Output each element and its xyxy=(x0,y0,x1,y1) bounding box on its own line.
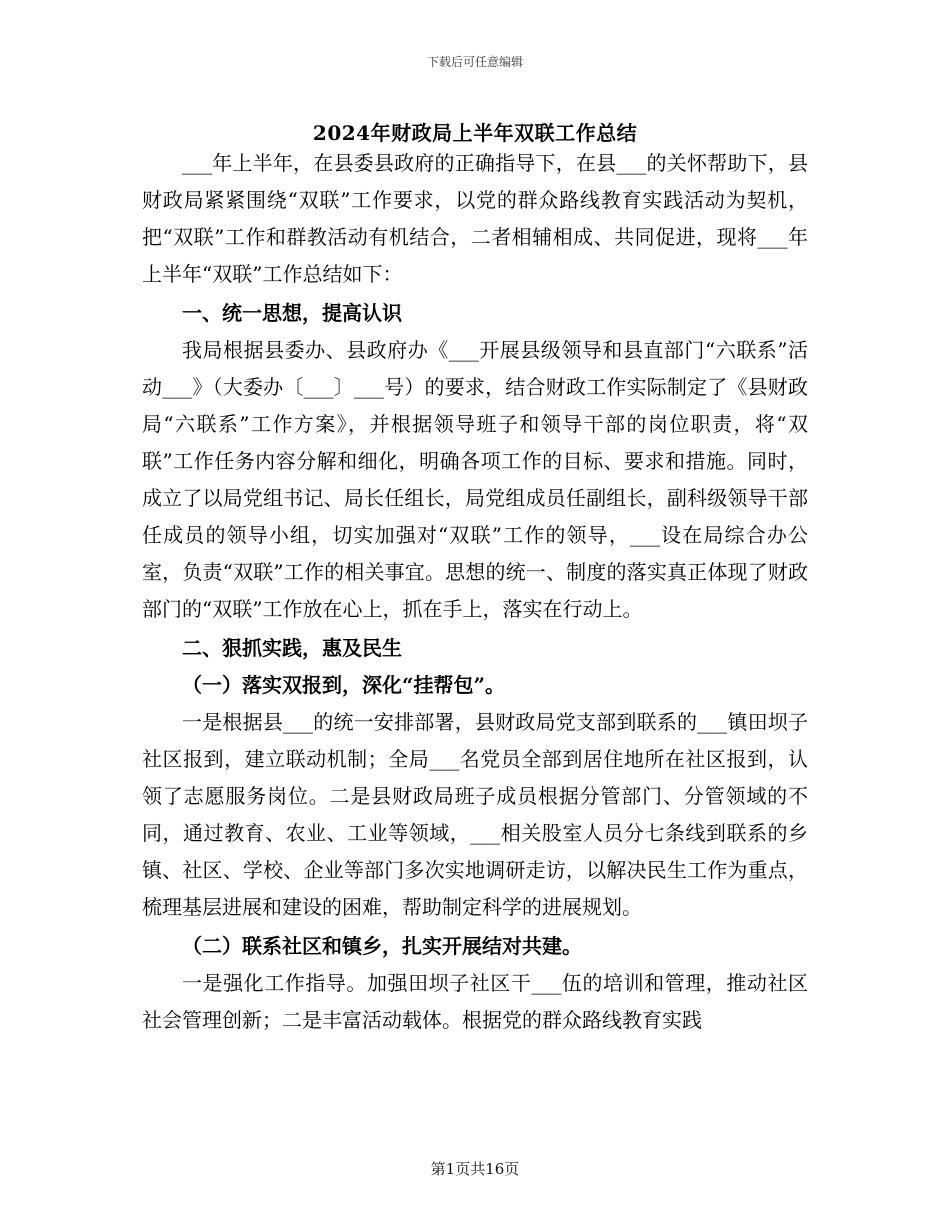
section-1-paragraph: 我局根据县委办、县政府办《___开展县级领导和县直部门“六联系”活动___》（大委办〔___〕___号）的要求，结合财政工作实际制定了《县财政局“六联系”工作方案》，并根据领导班子和领导干部的岗位职责，将“双联”工作任务内容分解和细化，明确各项工作的目标、要求和措施。同时，成立了以局党组书记、局长任组长，局党组成员任副组长，副科级领导干部任成员的领导小组，切实加强对“双联”工作的领导，___设在局综合办公室，负责“双联”工作的相关事宜。思想的统一、制度的落实真正体现了财政部门的“双联”工作放在心上，抓在手上，落实在行动上。 xyxy=(142,338,808,621)
subsection-2-2-paragraph: 一是强化工作指导。加强田坝子社区干___伍的培训和管理，推动社区社会管理创新；二是丰富活动载体。根据党的群众路线教育实践 xyxy=(142,971,808,1032)
page-number: 第1页共16页 xyxy=(430,1160,520,1178)
section-2-heading: 二、狠抓实践，惠及民生 xyxy=(182,636,402,660)
document-body xyxy=(142,145,808,1039)
section-1-heading: 一、统一思想，提高认识 xyxy=(182,301,402,325)
page-title: 2024年财政局上半年双联工作总结 xyxy=(312,121,638,145)
subsection-2-2-heading: （二）联系社区和镇乡，扎实开展结对共建。 xyxy=(182,934,582,958)
page-header-note: 下载后可任意编辑 xyxy=(426,55,523,69)
intro-paragraph: ___年上半年，在县委县政府的正确指导下，在县___的关怀帮助下，县财政局紧紧围绕“双联”工作要求，以党的群众路线教育实践活动为契机，把“双联”工作和群教活动有机结合，二者相辅相成、共同促进，现将___年上半年“双联”工作总结如下： xyxy=(142,151,808,286)
subsection-2-1-heading: （一）落实双报到，深化“挂帮包”。 xyxy=(182,673,506,697)
subsection-2-1-paragraph: 一是根据县___的统一安排部署，县财政局党支部到联系的___镇田坝子社区报到，建立联动机制；全局___名党员全部到居住地所在社区报到，认领了志愿服务岗位。二是县财政局班子成员根据分管部门、分管领域的不同，通过教育、农业、工业等领域，___相关股室人员分七条线到联系的乡镇、社区、学校、企业等部门多次实地调研走访，以解决民生工作为重点，梳理基层进展和建设的困难，帮助制定科学的进展规划。 xyxy=(142,710,808,919)
